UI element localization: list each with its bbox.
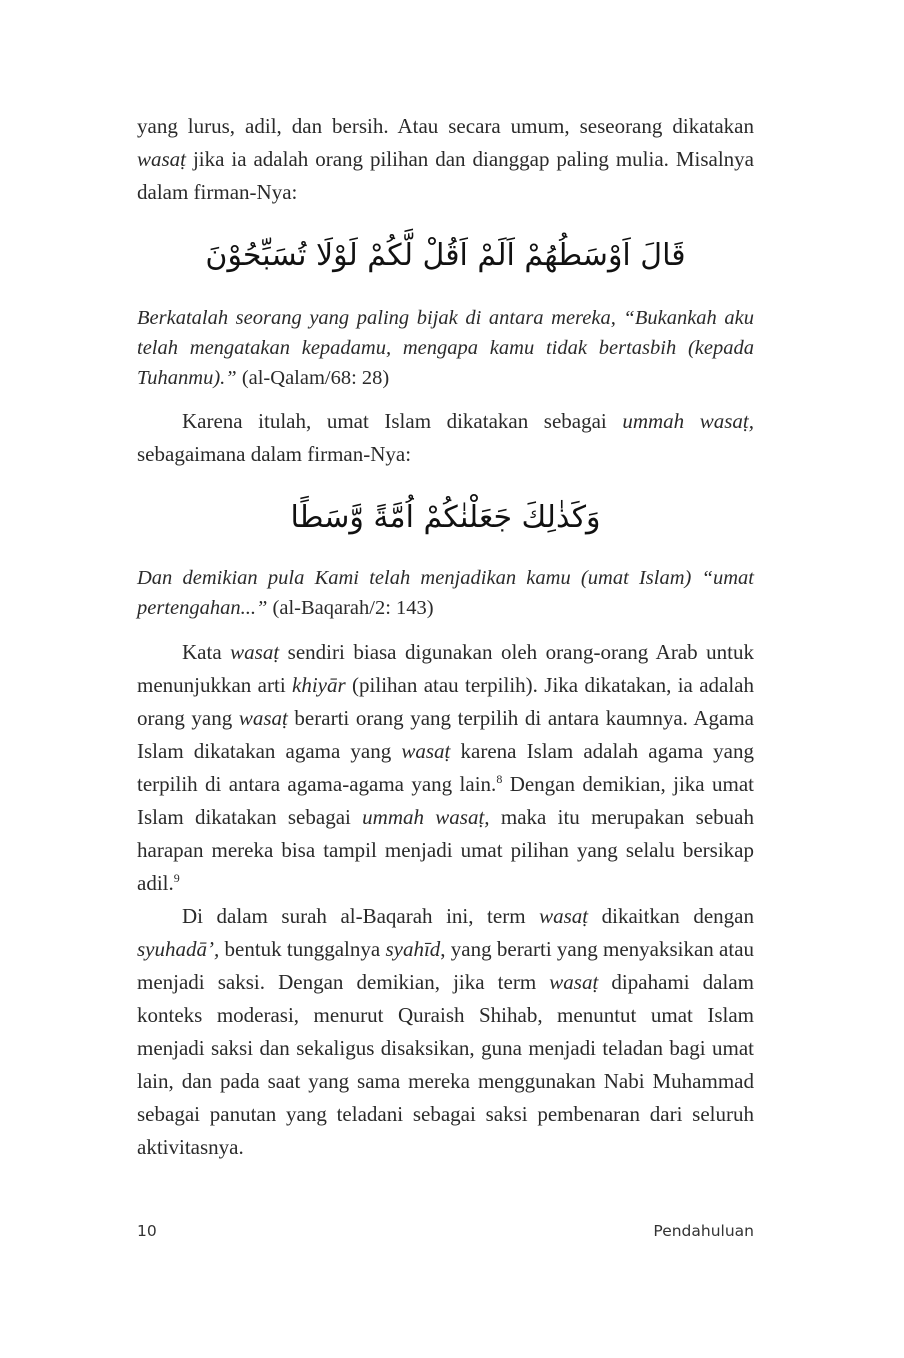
arabic-verse: وَكَذٰلِكَ جَعَلْنٰكُمْ اُمَّةً وَّسَطًا [290,500,601,535]
text-run: Kata [182,640,231,664]
text-run: (al-Baqarah/2: 143) [267,597,434,619]
verse-translation [137,303,754,393]
text-run: sendiri biasa digunakan oleh orang-orang Arab untuk menunjukkan arti [137,640,754,697]
page-body [137,110,754,1164]
text-run: Di dalam surah al-Baqarah ini, term [182,904,540,928]
paragraph [137,636,754,900]
paragraph [137,900,754,1164]
italic-term: wasaṭ [549,970,599,994]
text-run: Karena itulah, umat Islam dikatakan sebagai [182,409,623,433]
text-run: jika ia adalah orang pilihan dan dianggap paling mulia. Misalnya dalam firman-Nya: [137,147,754,204]
verse-translation [137,563,754,623]
italic-term: wasaṭ [401,739,451,763]
text-run: (al-Qalam/68: 28) [236,367,390,389]
italic-term: ummah wasaṭ, [362,805,490,829]
italic-term: syuhadā’, [137,937,220,961]
text-run: sebagaimana dalam firman-Nya: [137,442,412,466]
text-run: karena Islam adalah agama yang terpilih di antara agama-agama yang lain. [137,739,754,796]
italic-term: khiyār [292,673,346,697]
italic-term: wasaṭ [137,147,187,171]
text-run: Dengan demikian, jika umat Islam dikatakan sebagai [137,772,754,829]
italic-term: syahīd [385,937,441,961]
italic-term: ummah wasaṭ, [622,409,754,433]
italic-term: Dan demikian pula Kami telah menjadikan kamu (umat Islam) “umat pertengahan...” [137,567,754,619]
footnote-ref[interactable]: 9 [173,871,180,885]
text-run: (pilihan atau terpilih). Jika dikatakan, ia adalah orang yang [137,673,755,730]
running-footer-section: Pendahuluan [653,1222,754,1240]
text-run: berarti orang yang terpilih di antara kaumnya. Agama Islam dikatakan agama yang [137,706,754,763]
text-run: , yang berarti yang menyaksikan atau menjadi saksi. Dengan demikian, jika term [137,937,755,994]
arabic-verse: قَالَ اَوْسَطُهُمْ اَلَمْ اَقُلْ لَّكُمْ لَوْلَا تُسَبِّحُوْنَ [205,238,686,273]
italic-term: wasaṭ [539,904,589,928]
text-run: maka itu merupakan sebuah harapan mereka bisa tampil menjadi umat pilihan yang selalu bersikap adil. [137,805,754,895]
paragraph [137,405,754,471]
text-run: yang lurus, adil, dan bersih. Atau secara umum, seseorang dikatakan [137,114,754,138]
paragraph [137,110,754,209]
text-run: bentuk tunggalnya [219,937,386,961]
italic-term: wasaṭ [230,640,280,664]
italic-term: Berkatalah seorang yang paling bijak di antara mereka, “Bukankah aku telah mengatakan kepadamu, mengapa kamu tidak bertasbih (kepada Tuhanmu).” [137,307,754,389]
italic-term: wasaṭ [238,706,288,730]
text-run: dipahami dalam konteks moderasi, menurut Quraish Shihab, menuntut umat Islam menjadi saksi dan sekaligus disaksikan, guna menjadi teladan bagi umat lain, dan pada saat yang sama mereka menggunakan Nabi Muhammad sebagai panutan yang teladani sebagai saksi pembenaran dari seluruh aktivitasnya. [137,970,754,1159]
page-number: 10 [137,1222,157,1240]
text-run: dikaitkan dengan [588,904,754,928]
footnote-ref[interactable]: 8 [496,772,503,786]
